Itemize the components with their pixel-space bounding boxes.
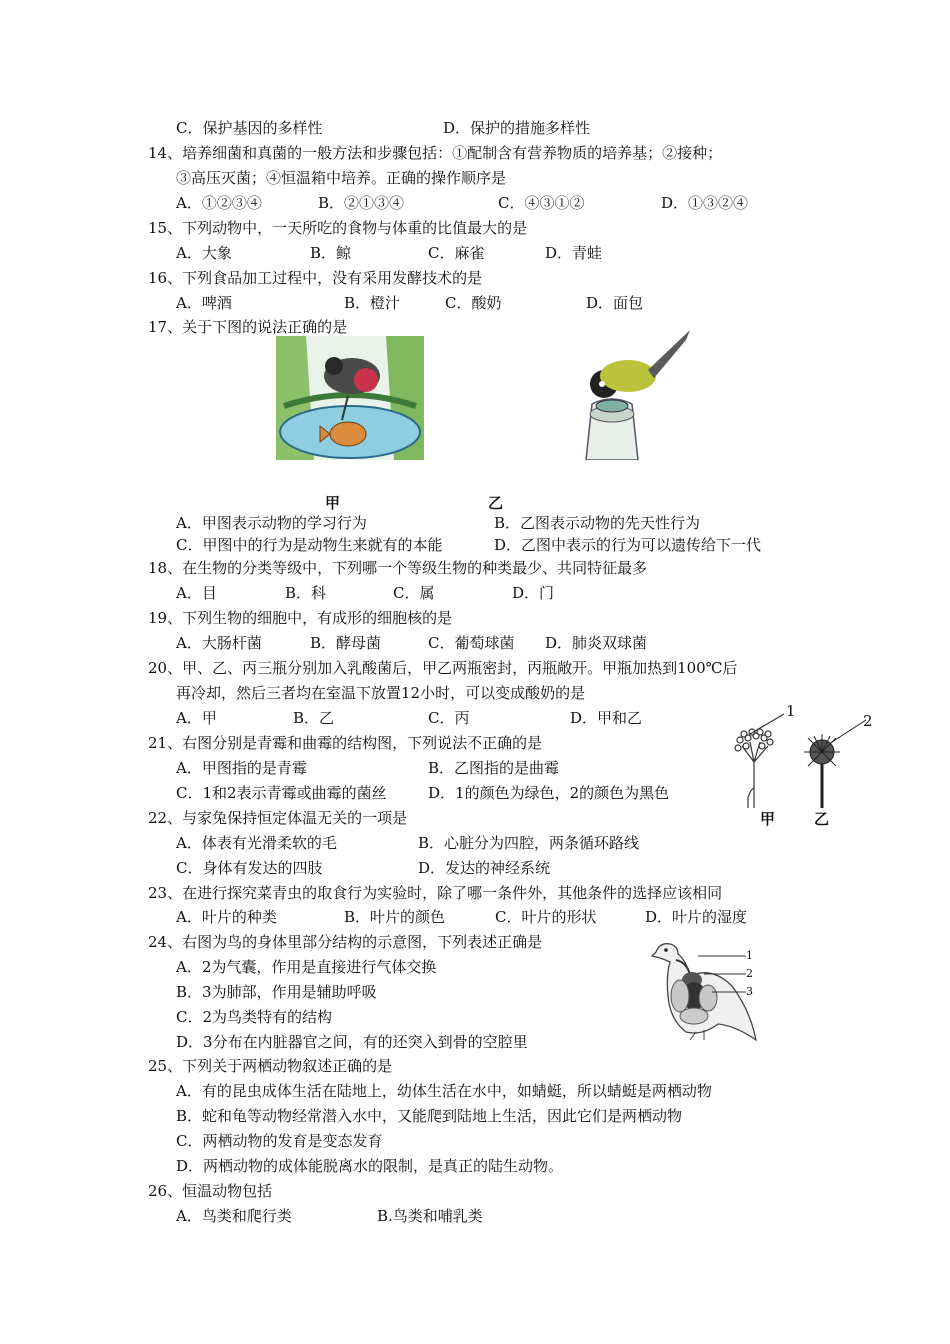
q16-option-d: D．面包: [586, 294, 644, 312]
q25-option-a: A．有的昆虫成体生活在陆地上，幼体生活在水中，如蜻蜓，所以蜻蜓是两栖动物: [176, 1082, 712, 1100]
q24-figure-label-1: 1: [746, 949, 753, 962]
q20-option-d: D．甲和乙: [570, 709, 643, 727]
q15-option-c: C．麻雀: [428, 244, 485, 262]
q17-option-b: B．乙图表示动物的先天性行为: [494, 514, 701, 532]
mold-structure-figure: [726, 702, 876, 808]
q24-figure-label-2: 2: [746, 967, 753, 980]
q26-option-b: B.鸟类和哺乳类: [377, 1207, 483, 1225]
q25-option-b: B．蛇和龟等动物经常潜入水中，又能爬到陆地上生活，因此它们是两栖动物: [176, 1107, 683, 1125]
q13-option-c: C．保护基因的多样性: [176, 119, 323, 137]
q18-option-c: C．属: [393, 584, 435, 602]
q21-option-d: D．1的颜色为绿色，2的颜色为黑色: [428, 784, 670, 802]
q15-stem: 15、下列动物中，一天所吃的食物与体重的比值最大的是: [148, 219, 528, 237]
q20-stem-cont: 再冷却，然后三者均在室温下放置12小时，可以变成酸奶的是: [176, 684, 586, 702]
q21-option-b: B．乙图指的是曲霉: [428, 759, 560, 777]
q25-option-c: C．两栖动物的发育是变态发育: [176, 1132, 383, 1150]
q20-option-c: C．丙: [428, 709, 470, 727]
q22-option-b: B．心脏分为四腔，两条循环路线: [418, 834, 640, 852]
q25-option-d: D．两栖动物的成体能脱离水的限制，是真正的陆生动物。: [176, 1157, 564, 1175]
bird-respiratory-figure: [646, 936, 758, 1042]
q23-option-d: D．叶片的湿度: [645, 908, 748, 926]
q23-option-b: B．叶片的颜色: [344, 908, 446, 926]
q17-figure-label-jia: 甲: [325, 494, 341, 512]
q18-option-d: D．门: [512, 584, 555, 602]
q24-option-b: B．3为肺部，作用是辅助呼吸: [176, 983, 377, 1001]
q18-option-b: B．科: [285, 584, 327, 602]
q22-option-c: C．身体有发达的四肢: [176, 859, 323, 877]
q20-option-a: A．甲: [176, 709, 217, 727]
q26-stem: 26、恒温动物包括: [148, 1182, 273, 1200]
q21-figure-label-1: 1: [786, 702, 796, 720]
q26-option-a: A．鸟类和爬行类: [176, 1207, 292, 1225]
q14-stem-cont: ③高压灭菌；④恒温箱中培养。正确的操作顺序是: [176, 169, 507, 187]
q14-stem: 14、培养细菌和真菌的一般方法和步骤包括：①配制含有营养物质的培养基；②接种；: [148, 144, 723, 162]
q19-stem: 19、下列生物的细胞中，有成形的细胞核的是: [148, 609, 453, 627]
q24-option-d: D．3分布在内脏器官之间，有的还突入到骨的空腔里: [176, 1033, 528, 1051]
q25-stem: 25、下列关于两栖动物叙述正确的是: [148, 1057, 393, 1075]
q21-figure-label-jia: 甲: [760, 810, 776, 828]
q24-stem: 24、右图为鸟的身体里部分结构的示意图，下列表述正确是: [148, 933, 543, 951]
q19-option-a: A．大肠杆菌: [176, 634, 262, 652]
q15-option-b: B．鲸: [310, 244, 352, 262]
q14-option-c: C．④③①②: [498, 194, 585, 212]
q21-figure-label-2: 2: [863, 712, 873, 730]
q18-option-a: A．目: [176, 584, 217, 602]
q16-option-a: A．啤酒: [176, 294, 232, 312]
q22-option-d: D．发达的神经系统: [418, 859, 551, 877]
q18-stem: 18、在生物的分类等级中，下列哪一个等级生物的种类最少、共同特征最多: [148, 559, 648, 577]
q17-option-a: A．甲图表示动物的学习行为: [176, 514, 367, 532]
q13-option-d: D．保护的措施多样性: [443, 119, 591, 137]
q23-option-c: C．叶片的形状: [495, 908, 597, 926]
q20-option-b: B．乙: [293, 709, 335, 727]
q24-option-a: A．2为气囊，作用是直接进行气体交换: [176, 958, 437, 976]
q17-option-d: D．乙图中表示的行为可以遗传给下一代: [494, 536, 762, 554]
q23-option-a: A．叶片的种类: [176, 908, 277, 926]
q21-stem: 21、右图分别是青霉和曲霉的结构图，下列说法不正确的是: [148, 734, 543, 752]
q19-option-c: C．葡萄球菌: [428, 634, 515, 652]
q24-option-c: C．2为鸟类特有的结构: [176, 1008, 333, 1026]
bird-feeding-fish-figure: [276, 336, 424, 460]
q16-option-b: B．橙汁: [344, 294, 401, 312]
q21-option-c: C．1和2表示青霉或曲霉的菌丝: [176, 784, 387, 802]
q19-option-b: B．酵母菌: [310, 634, 382, 652]
q21-figure-label-yi: 乙: [814, 810, 830, 828]
q16-stem: 16、下列食品加工过程中，没有采用发酵技术的是: [148, 269, 483, 287]
q14-option-a: A．①②③④: [176, 194, 262, 212]
q24-figure-label-3: 3: [746, 985, 753, 998]
q16-option-c: C．酸奶: [445, 294, 502, 312]
q17-figure-label-yi: 乙: [488, 494, 504, 512]
q22-option-a: A．体表有光滑柔软的毛: [176, 834, 337, 852]
q14-option-b: B．②①③④: [318, 194, 405, 212]
q21-option-a: A．甲图指的是青霉: [176, 759, 307, 777]
q17-stem: 17、关于下图的说法正确的是: [148, 318, 348, 336]
q23-stem: 23、在进行探究菜青虫的取食行为实验时，除了哪一条件外，其他条件的选择应该相同: [148, 884, 723, 902]
q20-stem: 20、甲、乙、丙三瓶分别加入乳酸菌后，甲乙两瓶密封，丙瓶敞开。甲瓶加热到100℃后: [148, 659, 738, 677]
q14-option-d: D．①③②④: [661, 194, 749, 212]
q17-option-c: C．甲图中的行为是动物生来就有的本能: [176, 536, 443, 554]
q15-option-d: D．青蛙: [545, 244, 603, 262]
q15-option-a: A．大象: [176, 244, 232, 262]
bird-opening-milk-bottle-figure: [562, 326, 692, 460]
q22-stem: 22、与家兔保持恒定体温无关的一项是: [148, 809, 408, 827]
q19-option-d: D．肺炎双球菌: [545, 634, 648, 652]
